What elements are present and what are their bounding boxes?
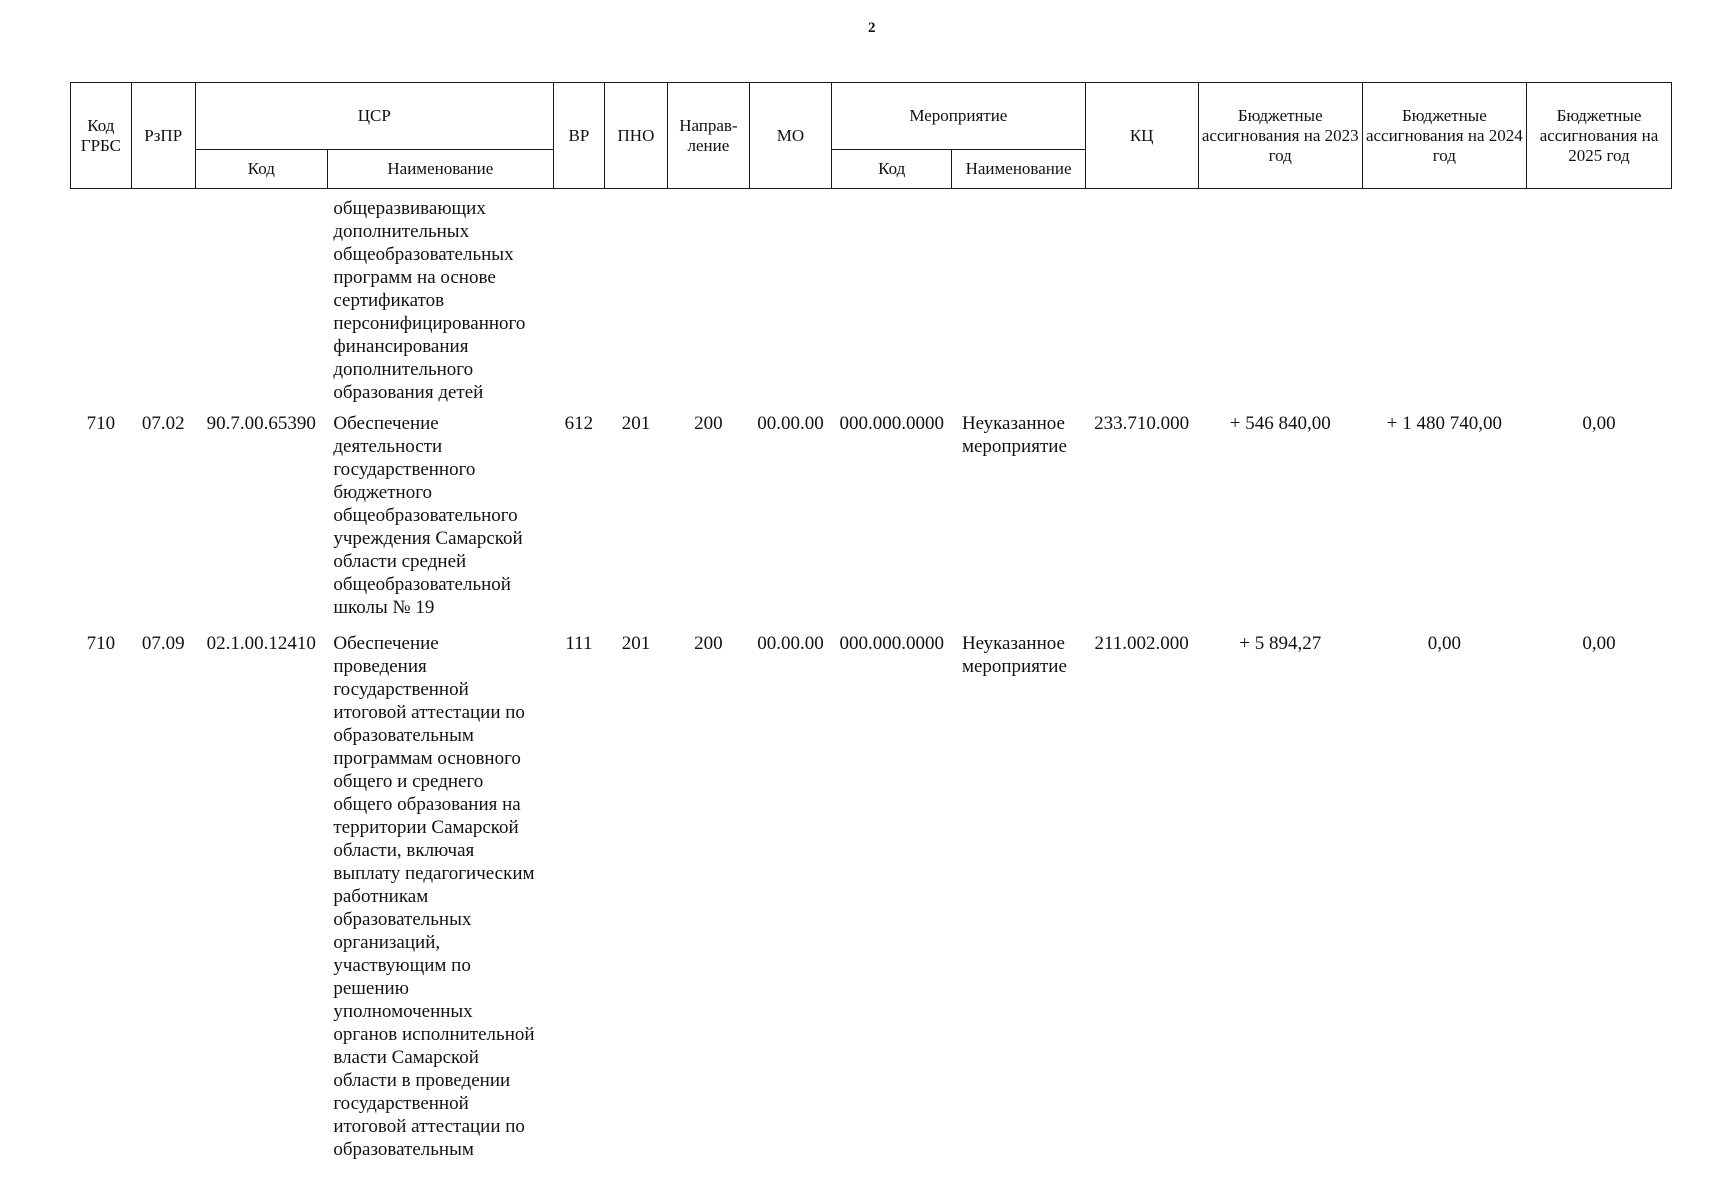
table-header xyxy=(71,83,1672,189)
name-line: общеразвивающих xyxy=(333,198,486,219)
header-kc: КЦ xyxy=(1085,83,1198,189)
name-line: общеобразовательных xyxy=(333,244,514,265)
name-line: персонифицированного xyxy=(333,313,526,334)
cell-grbs: 710 xyxy=(86,633,116,654)
cell-2025: 0,00 xyxy=(1582,633,1616,654)
cell-csr-kod: 90.7.00.65390 xyxy=(206,413,316,434)
header-csr: ЦСР xyxy=(195,83,553,150)
cell-csr-kod: 02.1.00.12410 xyxy=(206,633,316,654)
name-line: общего образования на xyxy=(333,794,521,815)
header-vr: ВР xyxy=(553,83,604,189)
name-line: образования детей xyxy=(333,382,484,403)
name-line: общеобразовательной xyxy=(333,574,511,595)
cell-csr-name xyxy=(327,624,553,1166)
name-line: мероприятие xyxy=(961,436,1067,457)
name-line: Обеспечение xyxy=(333,413,439,434)
cell-csr-name xyxy=(327,404,553,624)
cell-rzpr: 07.02 xyxy=(141,413,185,434)
cell-mo: 00.00.00 xyxy=(757,413,824,434)
cell-kc: 211.002.000 xyxy=(1094,633,1189,654)
name-line: участвующим по xyxy=(333,955,471,976)
name-line: финансирования xyxy=(333,336,469,357)
name-line: бюджетного xyxy=(333,482,433,503)
name-line: выплату педагогическим xyxy=(333,863,535,884)
cell-rzpr: 07.09 xyxy=(141,633,185,654)
name-line: государственной xyxy=(333,1093,469,1114)
name-line: государственного xyxy=(333,459,476,480)
budget-table xyxy=(70,82,1672,1166)
name-line: проведения xyxy=(333,656,427,677)
name-line: общего и среднего xyxy=(333,771,484,792)
name-line: уполномоченных xyxy=(333,1001,473,1022)
cell-mer-kod: 000.000.0000 xyxy=(839,633,944,654)
name-line: программ на основе xyxy=(333,267,496,288)
page-number: 2 xyxy=(868,20,876,36)
header-2023: Бюджетные ассигнования на 2023 год xyxy=(1198,83,1362,189)
name-line: дополнительных xyxy=(333,221,470,242)
name-line: организаций, xyxy=(333,932,441,953)
name-line: мероприятие xyxy=(961,656,1067,677)
name-line: образовательным xyxy=(333,1139,474,1160)
name-line: школы № 19 xyxy=(333,597,435,618)
cell-2024: 0,00 xyxy=(1427,633,1461,654)
header-meropriyatie: Мероприятие xyxy=(832,83,1086,150)
cell-2025: 0,00 xyxy=(1582,413,1616,434)
cell-grbs: 710 xyxy=(86,413,116,434)
cell-napravlenie: 200 xyxy=(694,413,723,434)
name-line: образовательных xyxy=(333,909,472,930)
header-kod-grbs: Код ГРБС xyxy=(71,83,132,189)
header-mer-kod: Код xyxy=(832,150,952,189)
cell-pno: 201 xyxy=(621,413,651,434)
name-line: сертификатов xyxy=(333,290,445,311)
cell-vr: 111 xyxy=(565,633,593,654)
name-line: Неуказанное xyxy=(961,413,1065,434)
cell-2023: + 5 894,27 xyxy=(1239,633,1322,654)
cell-vr: 612 xyxy=(564,413,594,434)
name-line: области в проведении xyxy=(333,1070,511,1091)
name-line: области средней xyxy=(333,551,467,572)
name-line: учреждения Самарской xyxy=(333,528,523,549)
name-line: государственной xyxy=(333,679,469,700)
cell-mer-name xyxy=(952,624,1085,1166)
header-csr-kod: Код xyxy=(195,150,327,189)
name-line: Неуказанное xyxy=(961,633,1065,654)
name-line: итоговой аттестации по xyxy=(333,1116,525,1137)
cell-2023: + 546 840,00 xyxy=(1229,413,1331,434)
cell-2024: + 1 480 740,00 xyxy=(1386,413,1502,434)
name-line: дополнительного xyxy=(333,359,474,380)
cell-mo: 00.00.00 xyxy=(757,633,824,654)
name-line: территории Самарской xyxy=(333,817,519,838)
header-2024: Бюджетные ассигнования на 2024 год xyxy=(1362,83,1526,189)
table-row xyxy=(71,404,1672,624)
header-mer-name: Наименование xyxy=(952,150,1085,189)
name-line: итоговой аттестации по xyxy=(333,702,525,723)
name-line: общеобразовательного xyxy=(333,505,518,526)
cell-mer-kod: 000.000.0000 xyxy=(839,413,944,434)
header-csr-name: Наименование xyxy=(327,150,553,189)
header-rzpr: РзПР xyxy=(131,83,195,189)
header-napravlenie: Направ-ление xyxy=(667,83,749,189)
name-line: органов исполнительной xyxy=(333,1024,535,1045)
name-line: образовательным xyxy=(333,725,474,746)
cell-pno: 201 xyxy=(621,633,651,654)
name-line: Обеспечение xyxy=(333,633,439,654)
cell-kc: 233.710.000 xyxy=(1094,413,1190,434)
header-2025: Бюджетные ассигнования на 2025 год xyxy=(1526,83,1671,189)
cell-napravlenie: 200 xyxy=(694,633,723,654)
table-row xyxy=(71,624,1672,1166)
name-line: программам основного xyxy=(333,748,521,769)
name-line: решению xyxy=(333,978,409,999)
name-line: области, включая xyxy=(333,840,475,861)
cell-mer-name xyxy=(952,404,1085,624)
table-row-continuation xyxy=(71,189,1672,405)
name-line: деятельности xyxy=(333,436,443,457)
header-mo: МО xyxy=(749,83,831,189)
name-line: работникам xyxy=(333,886,429,907)
name-line: власти Самарской xyxy=(333,1047,479,1068)
continuation-name xyxy=(327,189,553,405)
header-pno: ПНО xyxy=(605,83,668,189)
